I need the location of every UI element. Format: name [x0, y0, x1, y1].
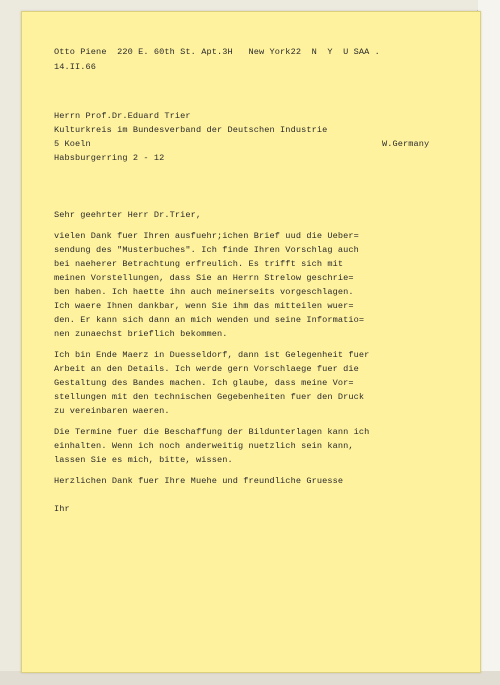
- paragraph-3-line: Die Termine fuer die Beschaffung der Bildunterlagen kann ich: [54, 427, 370, 437]
- sender-line: Otto Piene 220 E. 60th St. Apt.3H New York22 N Y U SAA .: [54, 47, 380, 57]
- paragraph-1-line: bei naeherer Betrachtung erfreulich. Es trifft sich mit: [54, 259, 344, 269]
- signoff: Ihr: [54, 504, 70, 514]
- paragraph-1-line: den. Er kann sich dann an mich wenden und seine Informatio=: [54, 315, 365, 325]
- paragraph-1-line: meinen Vorstellungen, dass Sie an Herrn Strelow geschrie=: [54, 273, 354, 283]
- recipient-name: Herrn Prof.Dr.Eduard Trier: [54, 111, 191, 121]
- paragraph-2-line: zu vereinbaren waeren.: [54, 406, 170, 416]
- paragraph-3-line: lassen Sie es mich, bitte, wissen.: [54, 455, 233, 465]
- scan-background-right: [478, 0, 500, 685]
- paragraph-1-line: Ich waere Ihnen dankbar, wenn Sie ihm das mitteilen wuer=: [54, 301, 354, 311]
- scan-background-bottom: [0, 671, 500, 685]
- paragraph-2-line: Gestaltung des Bandes machen. Ich glaube, dass meine Vor=: [54, 378, 354, 388]
- paragraph-3-line: einhalten. Wenn ich noch anderweitig nuetzlich sein kann,: [54, 441, 354, 451]
- paragraph-1-line: sendung des "Musterbuches". Ich finde Ihren Vorschlag auch: [54, 245, 359, 255]
- paragraph-2-line: Ich bin Ende Maerz in Duesseldorf, dann ist Gelegenheit fuer: [54, 350, 370, 360]
- closing-line: Herzlichen Dank fuer Ihre Muehe und freundliche Gruesse: [54, 476, 344, 486]
- paragraph-2-line: Arbeit an den Details. Ich werde gern Vorschlaege fuer die: [54, 364, 359, 374]
- recipient-country: W.Germany: [382, 139, 430, 149]
- paragraph-1-line: vielen Dank fuer Ihren ausfuehr;ichen Brief uud die Ueber=: [54, 231, 359, 241]
- paragraph-1-line: ben haben. Ich haette ihn auch meinerseits vorgeschlagen.: [54, 287, 354, 297]
- salutation: Sehr geehrter Herr Dr.Trier,: [54, 210, 202, 220]
- paragraph-1-line: nen zunaechst brieflich bekommen.: [54, 329, 228, 339]
- recipient-city: 5 Koeln: [54, 139, 91, 149]
- recipient-organisation: Kulturkreis im Bundesverband der Deutschen Industrie: [54, 125, 328, 135]
- recipient-street: Habsburgerring 2 - 12: [54, 153, 165, 163]
- paragraph-2-line: stellungen mit den technischen Gegebenheiten fuer den Druck: [54, 392, 365, 402]
- letter-date: 14.II.66: [54, 62, 97, 72]
